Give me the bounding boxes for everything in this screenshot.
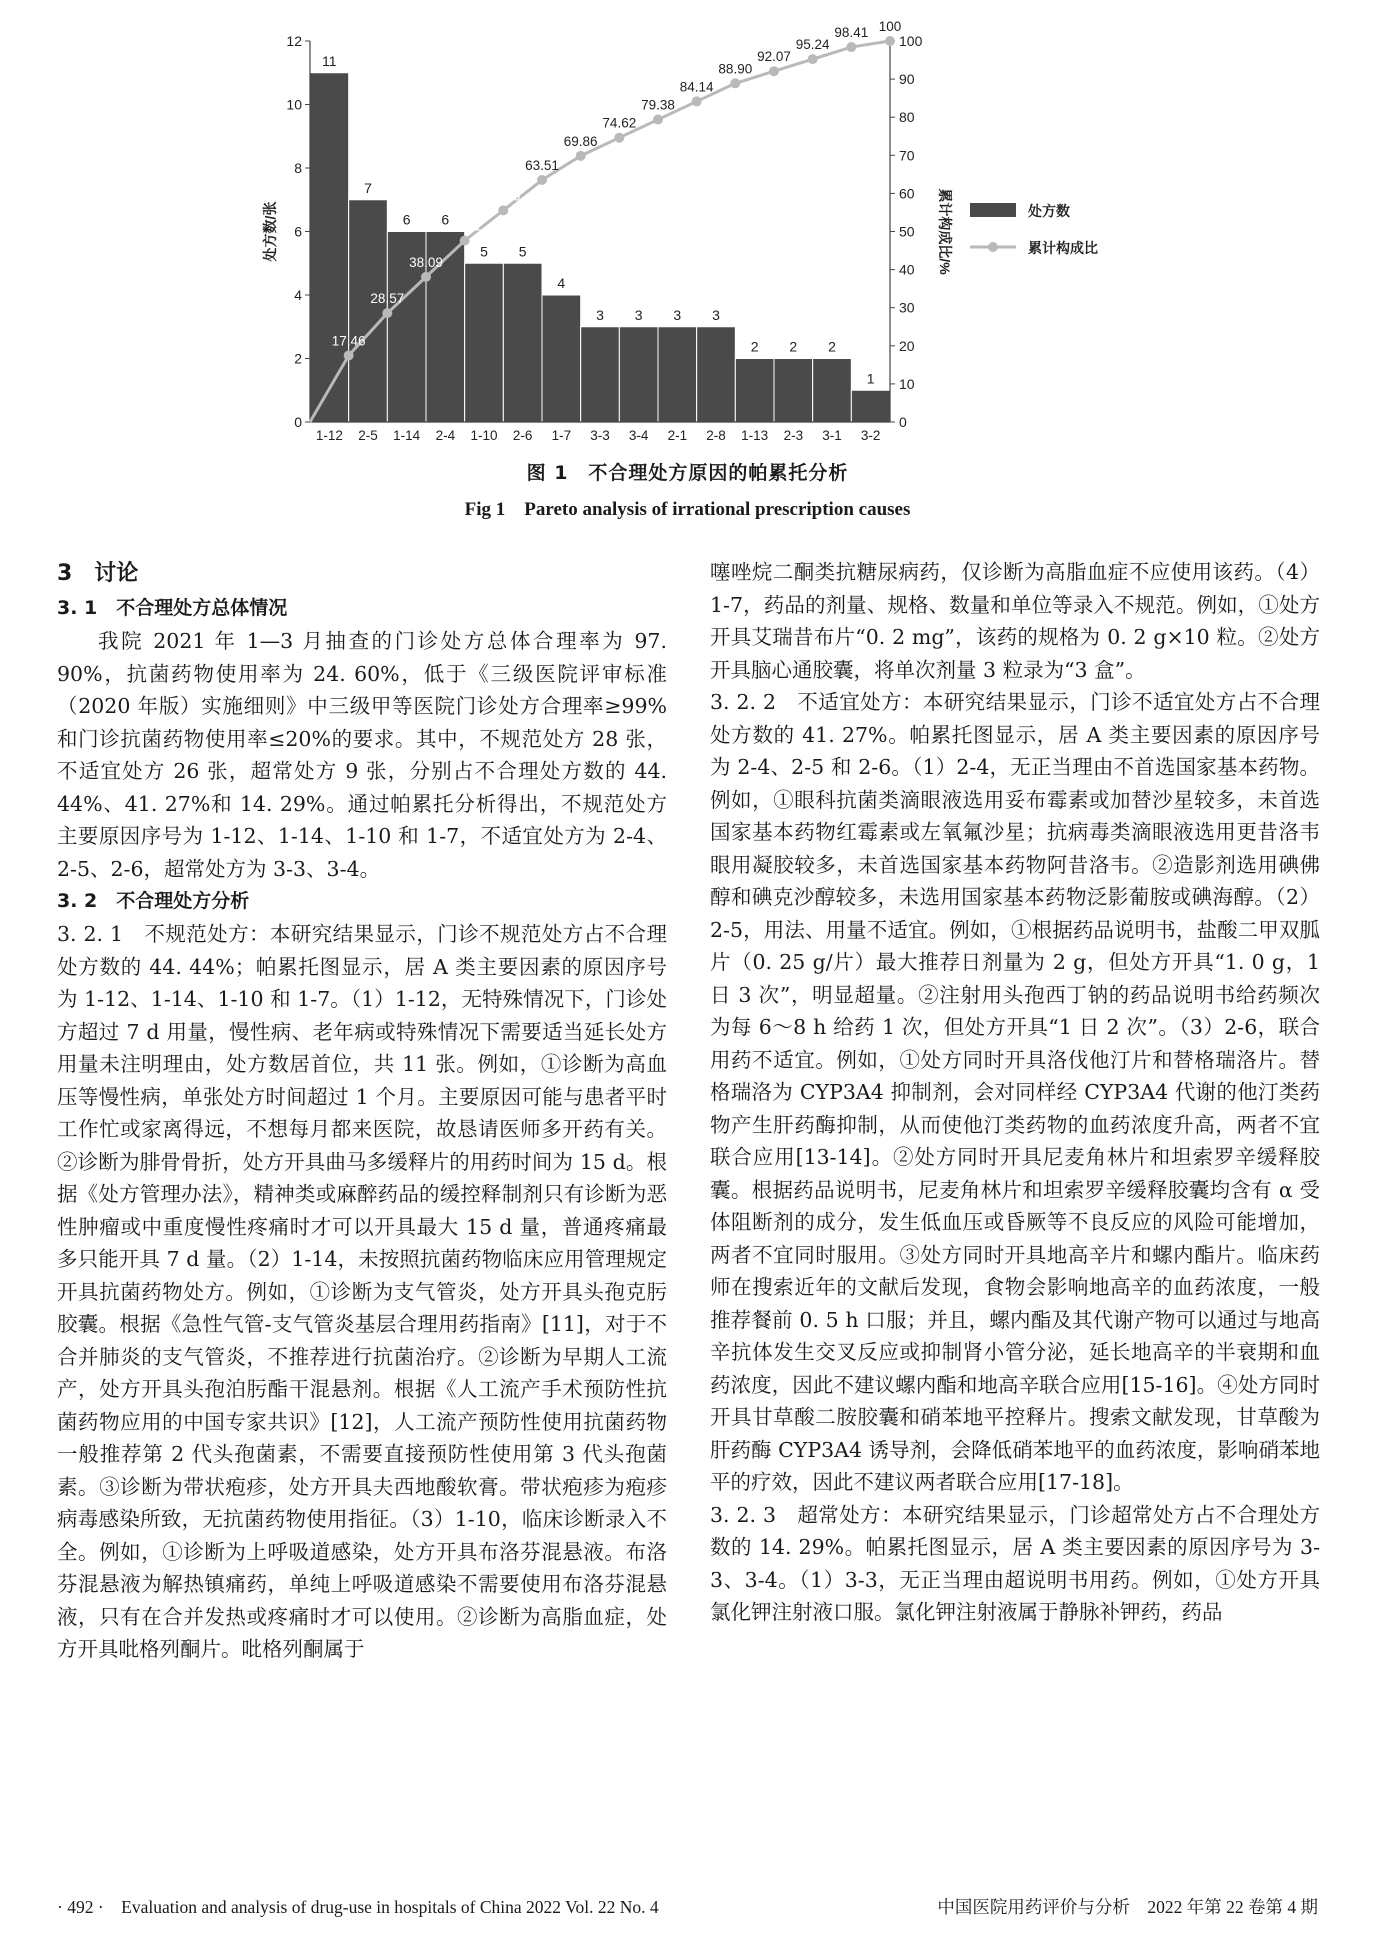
left-column [57,556,667,1666]
right-tick-label: 0 [899,414,907,430]
left-tick-label: 12 [286,33,302,49]
right-tick-label: 90 [899,71,915,88]
left-tick-label: 0 [294,414,302,430]
x-tick-label: 1-13 [741,428,769,440]
cumulative-label: 95.24 [795,37,830,53]
cumulative-label: 79.38 [641,97,675,113]
cumulative-point [614,133,624,143]
bar-label: 7 [364,179,372,196]
bar-label: 5 [518,243,527,260]
paragraph-continued: 噻唑烷二酮类抗糖尿病药，仅诊断为高脂血症不应使用该药。（4）1-7，药品的剂量、规格、数量和单位等录入不规范。例如，①处方开具艾瑞昔布片“0. 2 mg”，该药的规格为 0. 2 g×10 粒。②处方开具脑心通胶囊，将单次剂量 3 粒录为“3 盒”。 [710,560,1320,682]
x-tick-label: 3-4 [628,428,649,440]
legend-line-label: 累计构成比 [1028,240,1098,256]
bar-2-5 [349,200,388,422]
y-axis-title-left: 处方数/张 [262,201,278,262]
bar-label: 3 [673,306,682,323]
cumulative-label: 88.90 [718,61,753,77]
cumulative-point [537,175,547,185]
y-axis-title-right: 累计构成比/% [937,188,953,275]
right-tick-label: 20 [899,337,915,354]
cumulative-point [460,236,470,246]
x-tick-label: 1-7 [551,428,572,440]
x-tick-label: 2-6 [512,428,533,440]
cumulative-label: 55.56 [486,188,521,204]
right-column [710,556,1320,1629]
x-tick-label: 2-1 [667,428,688,440]
cumulative-label: 38.09 [409,254,443,270]
cumulative-point [653,115,663,125]
bar-label: 5 [480,243,488,260]
cumulative-point [846,42,856,52]
bar-1-7 [542,295,581,422]
right-tick-label: 40 [899,261,915,278]
subsection-heading-3-2: 3. 2 不合理处方分析 [57,890,250,912]
cumulative-label: 84.14 [679,79,714,95]
subsection-heading-3-1: 3. 1 不合理处方总体情况 [57,597,288,619]
x-tick-label: 3-3 [590,428,610,440]
bar-label: 6 [402,211,411,228]
bar-label: 6 [441,211,450,228]
legend-bar-swatch [970,203,1016,217]
bar-3-4 [619,327,658,422]
right-tick-label: 10 [899,375,915,392]
bar-2-3 [774,359,813,423]
paragraph-3-2-2: 3. 2. 2 不适宜处方：本研究结果显示，门诊不适宜处方占不合理处方数的 41. 27%。帕累托图显示，居 A 类主要因素的原因序号为 2-4、2-5 和 2-6。（1）2-4，无正当理由不首选国家基本药物。例如，①眼科抗菌类滴眼液选用妥布霉素或加替沙星较多，未首选国家基本药物红霉素或左氧氟沙星；抗病毒类滴眼液选用更昔洛韦眼用凝胶较多，未首选国家基本药物阿昔洛韦。②造影剂选用碘佛醇和碘克沙醇较多，未选用国家基本药物泛影葡胺或碘海醇。（2）2-5，用法、用量不适宜。例如，①根据药品说明书，盐酸二甲双胍片（0. 25 g/片）最大推荐日剂量为 2 g，但处方开具“1. 0 g，1 日 3 次”，明显超量。②注射用头孢西丁钠的药品说明书给药频次为每 6～8 h 给药 1 次，但处方开具“1 日 2 次”。（3）2-6，联合用药不适宜。例如，①处方同时开具洛伐他汀片和替格瑞洛片。替格瑞洛为 CYP3A4 抑制剂，会对同样经 CYP3A4 代谢的他汀类药物产生肝药酶抑制，从而使他汀类药物的血药浓度升高，两者不宜联合应用[13-14]。②处方同时开具尼麦角林片和坦索罗辛缓释胶囊。根据药品说明书，尼麦角林片和坦索罗辛缓释胶囊均含有 α 受体阻断剂的成分，发生低血压或昏厥等不良反应的风险可能增加，两者不宜同时服用。③处方同时开具地高辛片和螺内酯片。临床药师在搜索近年的文献后发现，食物会影响地高辛的血药浓度，一般推荐餐前 0. 5 h 口服；并且，螺内酯及其代谢产物可以通过与地高辛抗体发生交叉反应或抑制肾小管分泌，延长地高辛的半衰期和血药浓度，因此不建议螺内酯和地高辛联合应用[15-16]。④处方同时开具甘草酸二胺胶囊和硝苯地平控释片。搜索文献发现，甘草酸为肝药酶 CYP3A4 诱导剂，会降低硝苯地平的血药浓度，影响硝苯地平的疗效，因此不建议两者联合应用[17-18]。 [710,690,1320,1494]
cumulative-point [344,350,354,360]
section-heading: 3 讨论 [57,561,139,586]
bar-1-12 [310,73,349,422]
bar-label: 11 [322,52,337,69]
cumulative-point [885,36,895,46]
x-tick-label: 1-14 [393,428,421,440]
cumulative-label: 17.46 [331,333,366,349]
x-tick-label: 2-5 [358,428,378,440]
bar-label: 3 [712,306,720,323]
cumulative-label: 98.41 [834,25,869,41]
right-tick-label: 50 [899,223,915,240]
right-tick-label: 70 [899,147,915,164]
left-tick-label: 6 [294,223,302,240]
bar-label: 4 [557,275,566,291]
bar-2-1 [658,327,697,422]
bar-label: 1 [866,370,875,387]
cumulative-point [421,272,431,282]
bar-3-3 [581,327,620,422]
x-tick-label: 3-1 [822,428,842,440]
cumulative-label: 28.57 [370,291,405,307]
x-tick-label: 2-3 [783,428,804,440]
cumulative-label: 47.61 [447,218,482,234]
right-tick-label: 60 [899,185,915,202]
x-tick-label: 3-2 [860,428,881,440]
bar-3-1 [813,359,852,423]
paragraph-3-1: 我院 2021 年 1—3 月抽查的门诊处方总体合理率为 97. 90%，抗菌药物使用率为 24. 60%，低于《三级医院评审标准（2020 年版）实施细则》中三级甲等医院门诊处方合理率≥99%和门诊抗菌药物使用率≤20%的要求。其中，不规范处方 28 张，不适宜处方 26 张，超常处方 9 张，分别占不合理处方数的 44. 44%、41. 27%和 14. 29%。通过帕累托分析得出，不规范处方主要原因序号为 1-12、1-14、1-10 和 1-7，不适宜处方为 2-4、2-5、2-6，超常处方为 3-3、3-4。 [57,629,667,881]
footer-left: · 492 · Evaluation and analysis of drug-use in hospitals of China 2022 Vol. 22 No. 4 [57,1897,659,1917]
right-tick-label: 30 [899,299,915,316]
cumulative-point [730,78,740,88]
cumulative-point [769,66,779,76]
cumulative-point [498,205,508,215]
cumulative-label: 100 [878,19,902,34]
cumulative-point [576,151,586,161]
x-tick-label: 1-12 [315,428,343,440]
bar-label: 3 [634,306,643,323]
bar-2-6 [503,263,542,422]
footer-right: 中国医院用药评价与分析 2022 年第 22 卷第 4 期 [937,1897,1318,1917]
paragraph-3-2-1: 3. 2. 1 不规范处方：本研究结果显示，门诊不规范处方占不合理处方数的 44. 44%；帕累托图显示，居 A 类主要因素的原因序号为 1-12、1-14、1-10 和 1-7。（1）1-12，无特殊情况下，门诊处方超过 7 d 用量，慢性病、老年病或特殊情况下需要适当延长处方用量未注明理由，处方数居首位，共 11 张。例如，①诊断为高血压等慢性病，单张处方时间超过 1 个月。主要原因可能与患者平时工作忙或家离得远，不想每月都来医院，故恳请医师多开药有关。②诊断为腓骨骨折，处方开具曲马多缓释片的用药时间为 15 d。根据《处方管理办法》，精神类或麻醉药品的缓控释制剂只有诊断为恶性肿瘤或中重度慢性疼痛时才可以开具最大 15 d 量，普通疼痛最多只能开具 7 d 量。（2）1-14，未按照抗菌药物临床应用管理规定开具抗菌药物处方。例如，①诊断为支气管炎，处方开具头孢克肟胶囊。根据《急性气管-支气管炎基层合理用药指南》[11]，对于不合并肺炎的支气管炎，不推荐进行抗菌治疗。②诊断为早期人工流产，处方开具头孢泊肟酯干混悬剂。根据《人工流产手术预防性抗菌药物应用的中国专家共识》[12]，人工流产预防性使用抗菌药物一般推荐第 2 代头孢菌素，不需要直接预防性使用第 3 代头孢菌素。③诊断为带状疱疹，处方开具夫西地酸软膏。带状疱疹为疱疹病毒感染所致，无抗菌药物使用指征。（3）1-10，临床诊断录入不全。例如，①诊断为上呼吸道感染，处方开具布洛芬混悬液。布洛芬混悬液为解热镇痛药，单纯上呼吸道感染不需要使用布洛芬混悬液，只有在合并发热或疼痛时才可以使用。②诊断为高脂血症，处方开具吡格列酮片。吡格列酮属于 [57,922,667,1661]
left-tick-label: 4 [294,287,302,303]
left-tick-label: 2 [294,350,302,367]
legend-bar-label: 处方数 [1028,203,1070,219]
figure-caption-en: Fig 1 Pareto analysis of irrational prescription causes [464,499,911,520]
bar-1-10 [465,263,504,422]
x-tick-label: 2-4 [435,428,456,440]
x-tick-label: 1-10 [470,428,498,440]
bar-label: 2 [789,338,798,355]
cumulative-label: 63.51 [525,158,559,174]
figure-caption-cn: 图 1 不合理处方原因的帕累托分析 [526,462,849,484]
bar-1-13 [735,359,774,423]
bar-label: 2 [828,338,836,355]
cumulative-label: 74.62 [602,115,637,131]
cumulative-point [808,54,818,64]
paragraph-3-2-3: 3. 2. 3 超常处方：本研究结果显示，门诊超常处方占不合理处方数的 14. 29%。帕累托图显示，居 A 类主要因素的原因序号为 3-3、3-4。（1）3-3，无正当理由超说明书用药。例如，①处方开具氯化钾注射液口服。氯化钾注射液属于静脉补钾药，药品 [710,1502,1320,1624]
cumulative-point [692,96,702,106]
right-tick-label: 80 [899,109,915,126]
cumulative-label: 69.86 [563,133,598,149]
cumulative-label: 92.07 [757,49,791,65]
pareto-chart [0,0,1375,440]
left-tick-label: 10 [286,96,302,113]
x-tick-label: 2-8 [706,428,726,440]
bar-3-2 [851,390,890,422]
bar-2-8 [697,327,736,422]
cumulative-point [382,308,392,318]
bar-label: 2 [750,338,759,355]
left-tick-label: 8 [294,160,302,176]
right-tick-label: 100 [899,33,923,49]
legend-line-marker [988,242,998,252]
bar-label: 3 [596,306,604,323]
